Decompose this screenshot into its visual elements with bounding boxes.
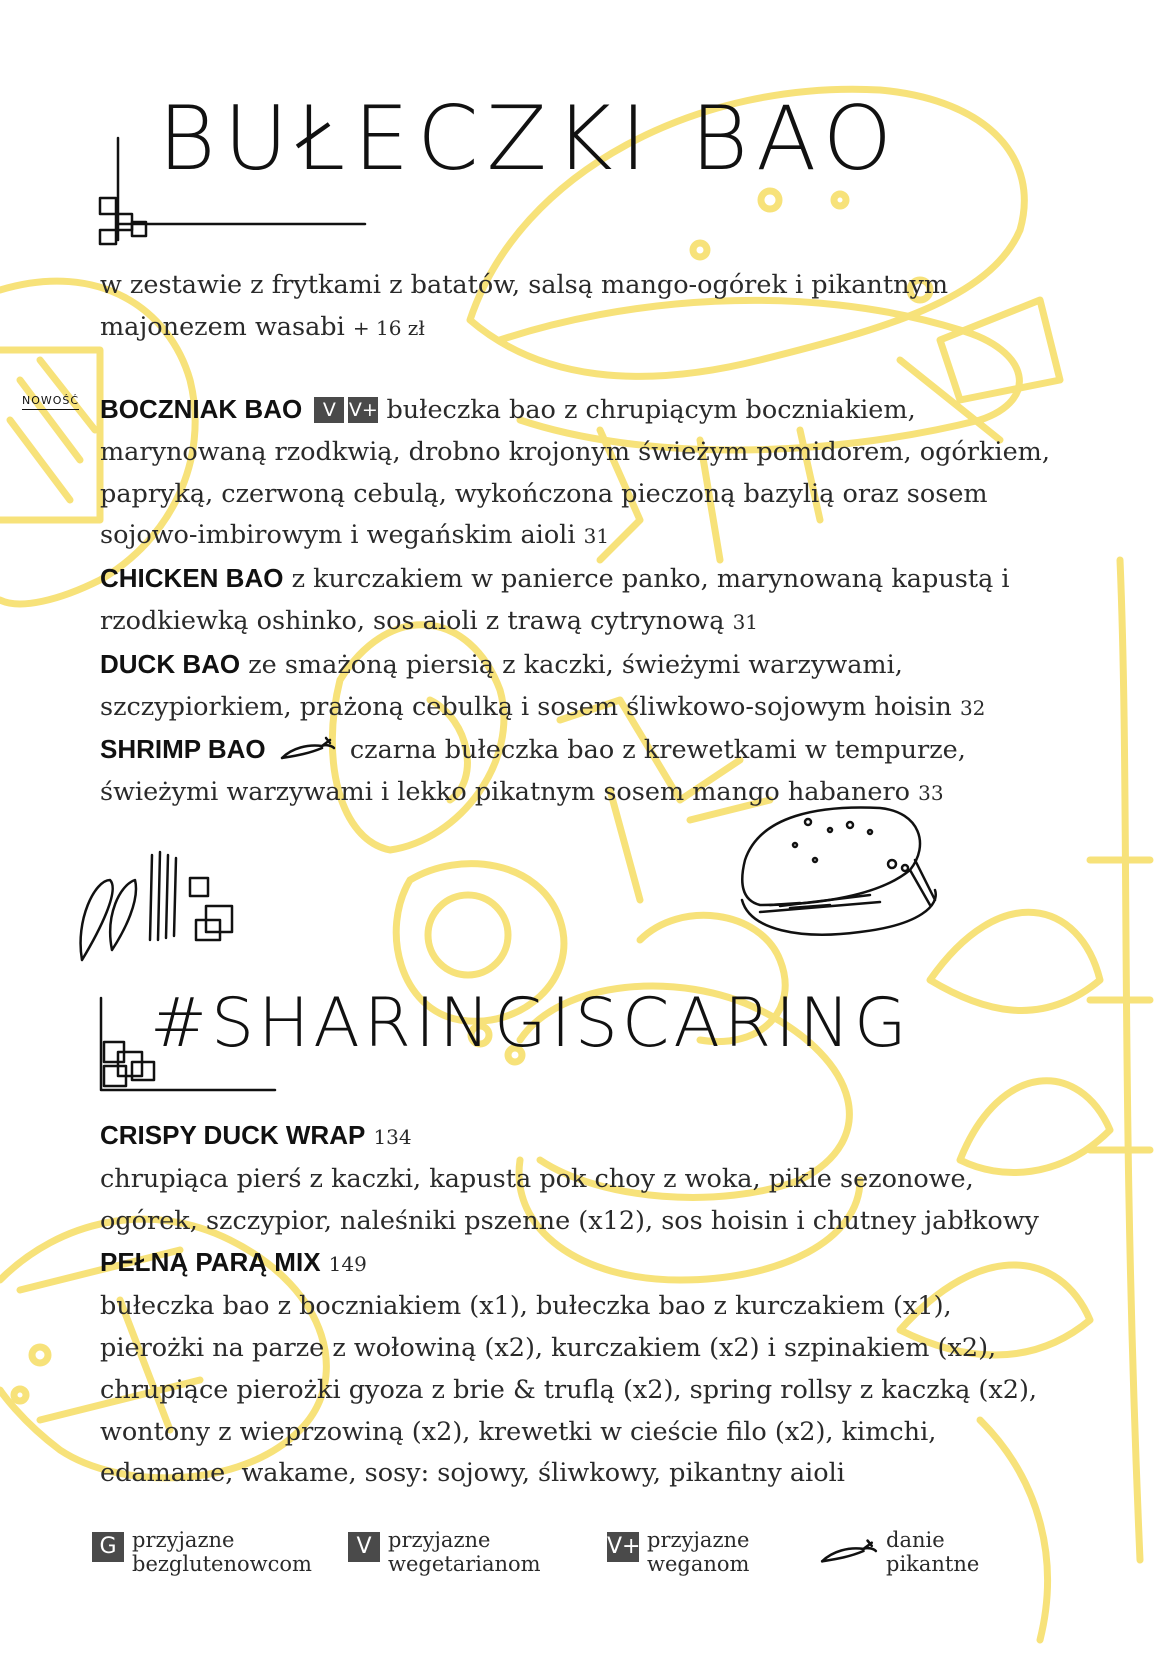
vegan-badge: V+ [607, 1532, 639, 1562]
vegetarian-badge: V [314, 397, 344, 423]
item-name: CRISPY DUCK WRAP [100, 1120, 366, 1150]
legend-line2: weganom [647, 1552, 750, 1576]
legend-line2: bezglutenowcom [132, 1552, 312, 1576]
bao-menu-list [100, 389, 1060, 815]
section-title-sharing: #SHARINGISCARING [150, 984, 911, 1063]
item-price: 31 [732, 609, 759, 634]
bao-intro-text: w zestawie z frytkami z batatów, salsą mango-ogórek i pikantnym majonezem wasabi [100, 270, 949, 342]
item-name: SHRIMP BAO [100, 734, 266, 765]
gluten-free-badge: G [92, 1532, 124, 1562]
menu-item-boczniak-bao [100, 389, 1060, 558]
item-description: ze smażoną piersią z kaczki, świeżymi warzywami, szczypiorkiem, prażoną cebulką i sosem śliwkowo-sojowym hoisin [100, 649, 952, 722]
legend-text [132, 1528, 312, 1576]
menu-item-chicken-bao [100, 558, 1060, 644]
section-title-bao: BUŁECZKI BAO [158, 87, 900, 190]
item-name: PEŁNĄ PARĄ MIX [100, 1247, 321, 1278]
legend-vegan [607, 1528, 749, 1576]
bao-intro [100, 265, 980, 350]
item-description: czarna bułeczka bao z krewetkami w tempurze, świeżymi warzywami i lekko pikatnym sosem mango habanero [100, 735, 966, 808]
legend-line2: wegetarianom [388, 1552, 541, 1576]
item-description: chrupiąca pierś z kaczki, kapusta pok choy z woka, pikle sezonowe, ogórek, szczypior, naleśniki pszenne (x12), sos hoisin i chutney jabłkowy [100, 1163, 1039, 1236]
chili-pepper-icon [278, 734, 338, 762]
item-price: 31 [583, 524, 610, 549]
menu-item-duck-bao [100, 644, 1060, 730]
legend-line2: pikantne [886, 1552, 980, 1576]
legend-line1: danie [886, 1528, 945, 1552]
legend-text [388, 1528, 541, 1576]
legend-line1: przyjazne [132, 1528, 235, 1552]
sharing-menu-list [100, 1115, 1060, 1495]
bao-intro-price: + 16 zł [352, 315, 425, 340]
item-price: 33 [918, 781, 944, 806]
item-name: CHICKEN BAO [100, 563, 284, 594]
legend-spicy [818, 1528, 979, 1576]
vegetarian-badge: V [348, 1532, 380, 1562]
new-label: NOWOŚĆ [22, 394, 79, 410]
item-price: 149 [328, 1252, 367, 1277]
item-price: 134 [373, 1125, 412, 1149]
chili-pepper-icon [818, 1534, 880, 1568]
legend-gluten-free [92, 1528, 312, 1576]
item-name: DUCK BAO [100, 648, 241, 679]
item-description: z kurczakiem w panierce panko, marynowaną kapustą i rzodkiewką oshinko, sos aioli z trawą cytrynową [100, 564, 1010, 636]
legend-text [647, 1528, 749, 1576]
legend-line1: przyjazne [388, 1528, 491, 1552]
item-description: bułeczka bao z boczniakiem (x1), bułeczka bao z kurczakiem (x1), pierożki na parze z wołowiną (x2), kurczakiem (x2) i szpinakiem (x2), chrupiące pierożki gyoza z brie & truflą (x2), spring rollsy z kaczką (x2), wontony z wieprzowiną (x2), krewetki w cieście filo (x2), kimchi, edamame, wakame, sosy: sojowy, śliwkowy, pikantny aioli [100, 1291, 1038, 1489]
legend-vegetarian [348, 1528, 541, 1576]
legend-text [886, 1528, 979, 1576]
vegan-badge: V+ [348, 399, 378, 421]
item-price: 32 [959, 695, 986, 720]
item-description: bułeczka bao z chrupiącym boczniakiem, marynowaną rzodkwią, drobno krojonym świeżym pomidorem, ogórkiem, papryką, czerwoną cebulą, wykończona pieczoną bazylią oraz sosem sojowo-imbirowym i wegańskim aioli [100, 395, 1050, 551]
item-name: BOCZNIAK BAO [100, 394, 303, 424]
menu-item-shrimp-bao [100, 729, 1060, 815]
menu-item-pelna-para-mix [100, 1242, 1060, 1286]
legend-line1: przyjazne [647, 1528, 750, 1552]
menu-item-crispy-duck-wrap [100, 1115, 1060, 1159]
